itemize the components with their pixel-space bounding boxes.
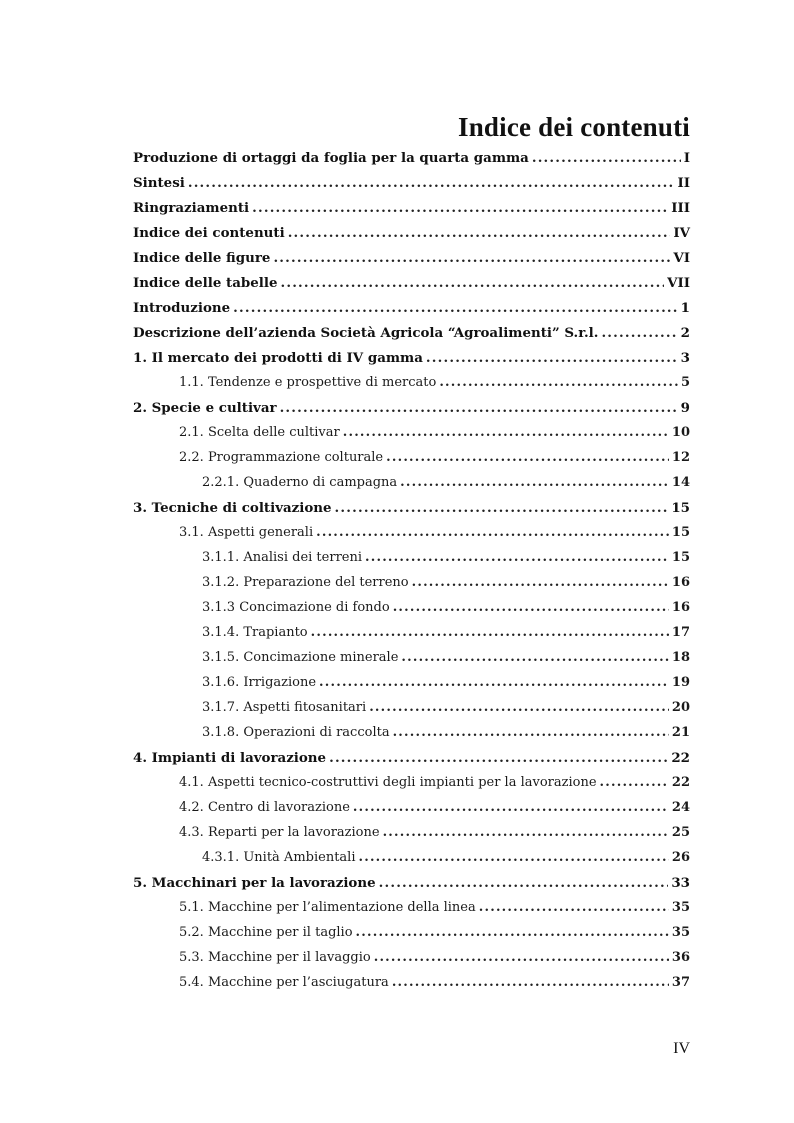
toc-entry-title: Produzione di ortaggi da foglia per la quarta gamma <box>133 150 529 166</box>
toc-entry-title: 5. Macchinari per la lavorazione <box>133 875 376 891</box>
dot-leader <box>252 200 668 216</box>
dot-leader <box>400 475 669 490</box>
toc-entry-title: Indice delle figure <box>133 250 271 266</box>
toc-entry[interactable] <box>133 400 690 425</box>
toc-entry-title: 3.1.5. Concimazione minerale <box>202 650 399 665</box>
toc-entry-title: 3.1.2. Preparazione del terreno <box>202 575 409 590</box>
toc-entry[interactable] <box>133 425 690 450</box>
toc-entry-page: 33 <box>671 875 690 891</box>
toc-entry-title: 3.1.3 Concimazione di fondo <box>202 600 390 615</box>
toc-entry[interactable] <box>133 550 690 575</box>
dot-leader <box>288 225 671 241</box>
dot-leader <box>374 950 669 965</box>
dot-leader <box>188 175 675 191</box>
toc-entry[interactable] <box>133 975 690 1000</box>
toc-entry-page: 24 <box>671 800 690 815</box>
toc-entry[interactable] <box>133 375 690 400</box>
toc-entry[interactable] <box>133 450 690 475</box>
toc-entry-title: 2.2. Programmazione colturale <box>179 450 384 465</box>
toc-entry[interactable] <box>133 350 690 375</box>
toc-entry-title: 5.1. Macchine per l’alimentazione della linea <box>179 900 476 915</box>
dot-leader <box>393 600 669 615</box>
page-title: Indice dei contenuti <box>457 112 690 142</box>
toc-entry[interactable] <box>133 925 690 950</box>
dot-leader <box>233 300 678 316</box>
toc-entry-page: 21 <box>671 725 690 740</box>
toc-entry-page: 9 <box>680 400 690 416</box>
toc-entry-page: 14 <box>671 475 690 490</box>
toc-entry[interactable] <box>133 725 690 750</box>
toc-entry-page: 22 <box>671 750 690 766</box>
dot-leader <box>329 750 668 766</box>
toc-entry[interactable] <box>133 300 690 325</box>
toc-entry-page: 5 <box>680 375 690 390</box>
toc-entry[interactable] <box>133 225 690 250</box>
toc-entry-page: 18 <box>671 650 690 665</box>
toc-entry-title: 4. Impianti di lavorazione <box>133 750 327 766</box>
toc-entry-page: III <box>671 200 690 216</box>
toc-entry-title: 2. Specie e cultivar <box>133 400 277 416</box>
dot-leader <box>386 450 669 465</box>
toc-entry[interactable] <box>133 875 690 900</box>
toc-entry[interactable] <box>133 325 690 350</box>
toc-entry-title: 3.1.4. Trapianto <box>202 625 308 640</box>
toc-entry-page: 37 <box>671 975 690 990</box>
toc-entry[interactable] <box>133 700 690 725</box>
toc-entry-page: 35 <box>671 925 690 940</box>
toc-entry-title: 3. Tecniche di coltivazione <box>133 500 332 516</box>
toc-entry-page: 15 <box>671 550 690 565</box>
toc-entry-page: II <box>677 175 690 191</box>
toc-entry-title: Introduzione <box>133 300 231 316</box>
toc-entry-page: 15 <box>671 500 690 516</box>
toc-entry[interactable] <box>133 625 690 650</box>
dot-leader <box>401 650 669 665</box>
toc-entry[interactable] <box>133 175 690 200</box>
dot-leader <box>379 875 669 891</box>
toc-entry[interactable] <box>133 275 690 300</box>
dot-leader <box>280 275 664 291</box>
toc-entry-page: 26 <box>671 850 690 865</box>
toc-entry-title: 4.3.1. Unità Ambientali <box>202 850 356 865</box>
dot-leader <box>353 800 669 815</box>
toc-entry-title: Descrizione dell’azienda Società Agricola “Agroalimenti” S.r.l. <box>133 325 599 341</box>
toc-entry[interactable] <box>133 200 690 225</box>
toc-entry-page: 35 <box>671 900 690 915</box>
dot-leader <box>319 675 669 690</box>
toc-entry[interactable] <box>133 150 690 175</box>
toc-entry-page: 17 <box>671 625 690 640</box>
toc-entry-page: 20 <box>671 700 690 715</box>
toc-entry-page: 22 <box>671 775 690 790</box>
toc-entry-page: 15 <box>671 525 690 540</box>
toc-entry-title: 3.1.6. Irrigazione <box>202 675 317 690</box>
toc-entry-page: 2 <box>680 325 690 341</box>
toc-entry-page: I <box>683 150 690 166</box>
dot-leader <box>600 775 669 790</box>
toc-entry-title: 2.1. Scelta delle cultivar <box>179 425 340 440</box>
toc-entry-page: IV <box>673 225 690 241</box>
dot-leader <box>601 325 677 341</box>
table-of-contents <box>133 150 690 1000</box>
toc-entry-title: 3.1.8. Operazioni di raccolta <box>202 725 390 740</box>
toc-entry-page: VI <box>673 250 690 266</box>
dot-leader <box>280 400 678 416</box>
dot-leader <box>356 925 669 940</box>
dot-leader <box>311 625 669 640</box>
toc-entry-title: 5.4. Macchine per l’asciugatura <box>179 975 389 990</box>
toc-entry-title: 3.1.7. Aspetti fitosanitari <box>202 700 367 715</box>
toc-entry-title: 5.2. Macchine per il taglio <box>179 925 353 940</box>
toc-entry[interactable] <box>133 775 690 800</box>
dot-leader <box>392 975 669 990</box>
toc-entry[interactable] <box>133 750 690 775</box>
toc-entry[interactable] <box>133 675 690 700</box>
toc-entry-title: 4.2. Centro di lavorazione <box>179 800 350 815</box>
toc-entry-title: 1.1. Tendenze e prospettive di mercato <box>179 375 437 390</box>
toc-entry-title: 4.1. Aspetti tecnico-costruttivi degli impianti per la lavorazione <box>179 775 597 790</box>
toc-entry-page: 10 <box>671 425 690 440</box>
toc-entry[interactable] <box>133 900 690 925</box>
dot-leader <box>343 425 669 440</box>
toc-entry-page: 16 <box>671 575 690 590</box>
toc-entry[interactable] <box>133 600 690 625</box>
toc-entry-title: 3.1.1. Analisi dei terreni <box>202 550 363 565</box>
dot-leader <box>439 375 678 390</box>
dot-leader <box>273 250 670 266</box>
toc-entry-page: 25 <box>671 825 690 840</box>
dot-leader <box>365 550 669 565</box>
toc-entry-title: 4.3. Reparti per la lavorazione <box>179 825 380 840</box>
dot-leader <box>383 825 669 840</box>
page-number: IV <box>673 1040 690 1057</box>
toc-entry-title: 2.2.1. Quaderno di campagna <box>202 475 398 490</box>
toc-entry-page: 36 <box>671 950 690 965</box>
toc-entry-title: Sintesi <box>133 175 185 191</box>
toc-entry-title: Indice dei contenuti <box>133 225 285 241</box>
toc-entry[interactable] <box>133 950 690 975</box>
dot-leader <box>369 700 669 715</box>
toc-entry[interactable] <box>133 500 690 525</box>
dot-leader <box>532 150 681 166</box>
toc-entry-title: Ringraziamenti <box>133 200 250 216</box>
dot-leader <box>316 525 669 540</box>
dot-leader <box>359 850 669 865</box>
toc-entry[interactable] <box>133 800 690 825</box>
toc-entry-page: 12 <box>671 450 690 465</box>
toc-entry-page: 16 <box>671 600 690 615</box>
toc-entry-page: 1 <box>680 300 690 316</box>
toc-entry-title: 1. Il mercato dei prodotti di IV gamma <box>133 350 423 366</box>
toc-entry[interactable] <box>133 475 690 500</box>
toc-entry-title: 5.3. Macchine per il lavaggio <box>179 950 371 965</box>
toc-entry-page: VII <box>667 275 690 291</box>
toc-entry-page: 3 <box>680 350 690 366</box>
toc-entry[interactable] <box>133 525 690 550</box>
toc-entry-title: 3.1. Aspetti generali <box>179 525 314 540</box>
toc-entry[interactable] <box>133 650 690 675</box>
toc-entry[interactable] <box>133 850 690 875</box>
toc-entry[interactable] <box>133 825 690 850</box>
dot-leader <box>412 575 669 590</box>
dot-leader <box>479 900 669 915</box>
dot-leader <box>335 500 669 516</box>
dot-leader <box>393 725 669 740</box>
toc-entry[interactable] <box>133 250 690 275</box>
dot-leader <box>426 350 678 366</box>
toc-entry[interactable] <box>133 575 690 600</box>
toc-entry-page: 19 <box>671 675 690 690</box>
toc-entry-title: Indice delle tabelle <box>133 275 278 291</box>
